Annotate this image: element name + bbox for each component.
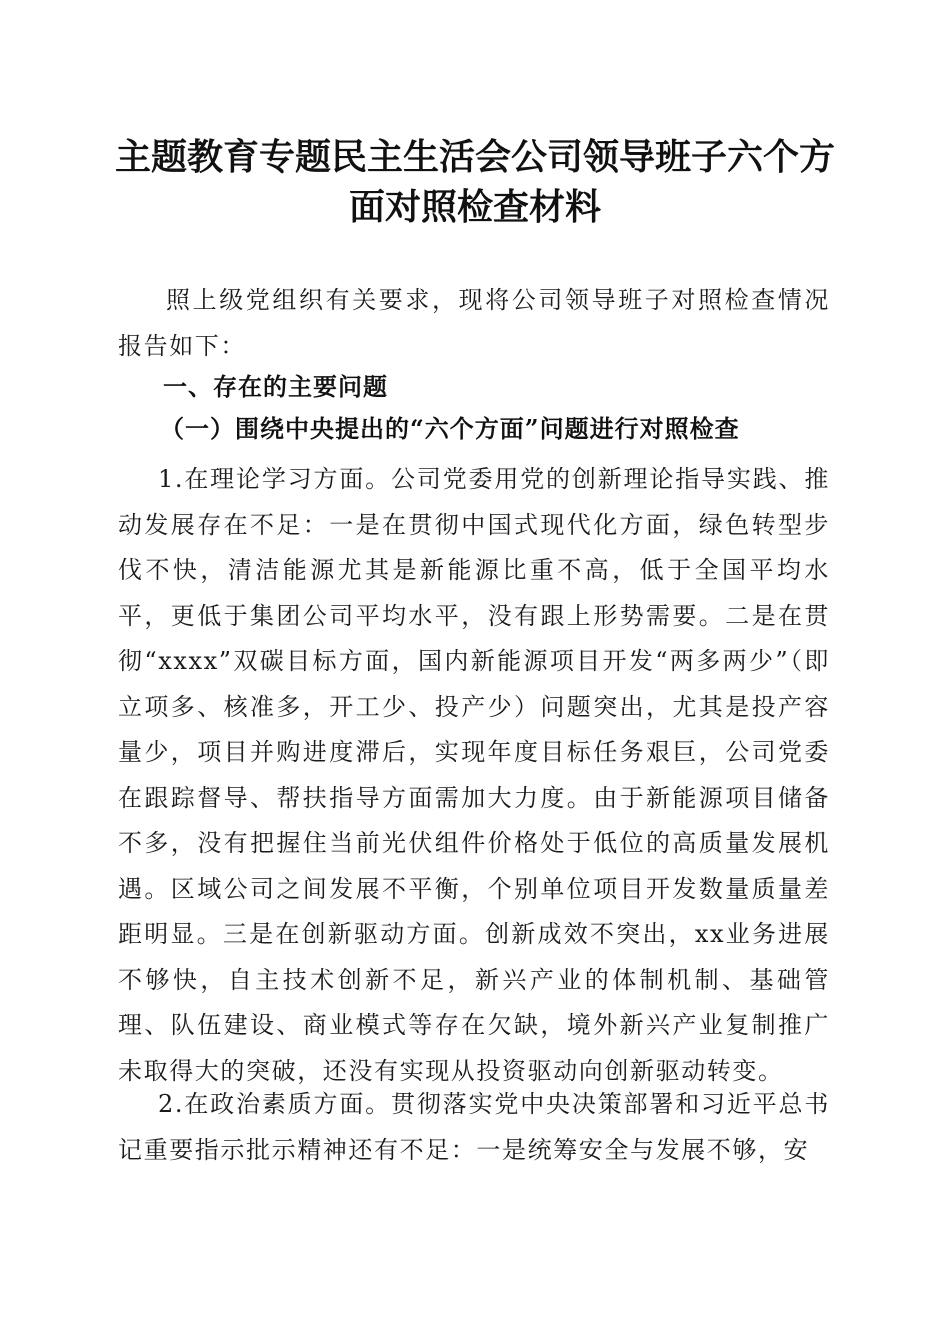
section-heading: 一、存在的主要问题 bbox=[163, 373, 388, 401]
paragraph-item-2: 2.在政治素质方面。贯彻落实党中央决策部署和习近平总书记重要指示批示精神还有不足：一是统筹安全与发展不够，安 bbox=[118, 1090, 830, 1164]
paragraph-item-1: 1.在理论学习方面。公司党委用党的创新理论指导实践、推动发展存在不足：一是在贯彻中国式现代化方面，绿色转型步伐不快，清洁能源尤其是新能源比重不高，低于全国平均水平，更低于集团公司平均水平，没有跟上形势需要。二是在贯彻“xxxx”双碳目标方面，国内新能源项目开发“两多两少”（即立项多、核准多，开工少、投产少）问题突出，尤其是投产容量少，项目并购进度滞后，实现年度目标任务艰巨，公司党委在跟踪督导、帮扶指导方面需加大力度。由于新能源项目储备不多，没有把握住当前光伏组件价格处于低位的高质量发展机遇。区域公司之间发展不平衡，个别单位项目开发数量质量差距明显。三是在创新驱动方面。创新成效不突出，xx业务进展不够快，自主技术创新不足，新兴产业的体制机制、基础管理、队伍建设、商业模式等存在欠缺，境外新兴产业复制推广未取得大的突破，还没有实现从投资驱动向创新驱动转变。 bbox=[118, 465, 830, 1085]
subsection-heading: （一）围绕中央提出的“六个方面”问题进行对照检查 bbox=[160, 414, 740, 443]
document-title: 主题教育专题民主生活会公司领导班子六个方面对照检查材料 bbox=[114, 136, 835, 228]
intro-paragraph: 照上级党组织有关要求，现将公司领导班子对照检查情况报告如下： bbox=[118, 286, 830, 360]
